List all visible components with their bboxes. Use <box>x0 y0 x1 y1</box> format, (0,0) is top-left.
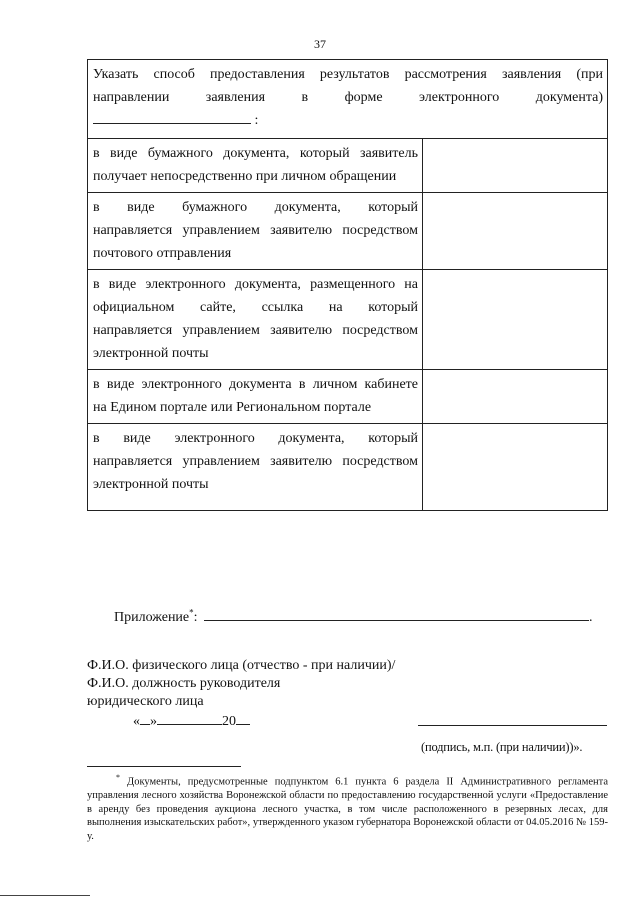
option-3-line-3: направляется управлением заявителю посредством <box>93 323 418 338</box>
header-colon: : <box>254 113 259 128</box>
option-label-cell <box>88 370 423 424</box>
option-5-line-3: электронной почты <box>93 477 209 492</box>
date-close-quote: » <box>150 714 157 729</box>
header-line-1: Указать способ предоставления результатов рассмотрения заявления (при <box>93 67 603 82</box>
option-2-mark-cell[interactable] <box>423 193 608 270</box>
signatory-line-2: Ф.И.О. должность руководителя <box>87 676 281 691</box>
option-label-cell <box>88 193 423 270</box>
table-row <box>88 193 608 270</box>
signature-line[interactable] <box>418 725 607 726</box>
table-row <box>88 270 608 370</box>
year-prefix: 20 <box>222 714 236 729</box>
attachment-field[interactable] <box>204 606 589 621</box>
option-1-line-2: получает непосредственно при личном обращении <box>93 169 397 184</box>
header-line-2: направлении заявления в форме электронного документа) <box>93 90 603 105</box>
signatory-line-3: юридического лица <box>87 694 204 709</box>
option-label-cell <box>88 139 423 193</box>
day-blank[interactable] <box>140 711 150 725</box>
option-label-cell <box>88 270 423 370</box>
footnote-rule <box>87 766 241 767</box>
option-5-mark-cell[interactable] <box>423 424 608 511</box>
option-2-line-1: в виде бумажного документа, который <box>93 200 418 215</box>
attachment-colon: : <box>193 610 198 625</box>
attachment-label: Приложение <box>114 610 190 625</box>
footnote-text: Документы, предусмотренные подпунктом 6.1 пункта 6 раздела II Административного регламента управления лесного хозяйства Воронежской области по предоставлению государственной услуги «Предоставление в аренду без проведения аукциона лесного участка, в том числе расположенного в резервных лесах, для выполнения изыскательских работ», утвержденного указом губернатора Воронежской области от 04.05.2016 № 159-у. <box>87 776 609 842</box>
attachment-end: . <box>589 610 593 625</box>
table-row <box>88 139 608 193</box>
footnote <box>87 771 608 843</box>
bottom-edge-rule <box>0 895 90 896</box>
delivery-method-table <box>87 59 608 511</box>
option-1-mark-cell[interactable] <box>423 139 608 193</box>
date-open-quote: « <box>133 714 140 729</box>
option-5-line-2: направляется управлением заявителю посредством <box>93 454 418 469</box>
attachment-footnote-marker: * <box>189 607 194 618</box>
option-3-mark-cell[interactable] <box>423 270 608 370</box>
option-4-line-1: в виде электронного документа в личном кабинете <box>93 377 418 392</box>
option-3-line-2: официальном сайте, ссылка на который <box>93 300 418 315</box>
footnote-marker: * <box>116 773 120 782</box>
option-3-line-1: в виде электронного документа, размещенного на <box>93 277 418 292</box>
signature-caption: (подпись, м.п. (при наличии))». <box>421 740 583 754</box>
year-blank[interactable] <box>236 711 250 725</box>
attachment-row <box>114 606 610 626</box>
option-5-line-1: в виде электронного документа, который <box>93 431 418 446</box>
option-3-line-4: электронной почты <box>93 346 209 361</box>
option-1-line-1: в виде бумажного документа, который заявитель <box>93 146 418 161</box>
option-label-cell <box>88 424 423 511</box>
date-field[interactable] <box>133 711 250 730</box>
option-2-line-3: почтового отправления <box>93 246 232 261</box>
signatory-line-1: Ф.И.О. физического лица (отчество - при наличии)/ <box>87 658 396 673</box>
month-blank[interactable] <box>157 711 222 725</box>
page-number: 37 <box>314 37 326 51</box>
signatory-block <box>87 657 395 711</box>
header-line-3 <box>93 109 603 132</box>
table-header-cell <box>88 60 608 139</box>
table-row <box>88 424 608 511</box>
table-row <box>88 370 608 424</box>
option-4-mark-cell[interactable] <box>423 370 608 424</box>
option-2-line-2: направляется управлением заявителю посредством <box>93 223 418 238</box>
option-4-line-2: на Едином портале или Региональном портале <box>93 400 372 415</box>
header-blank-field[interactable] <box>93 109 251 124</box>
table-header-row <box>88 60 608 139</box>
